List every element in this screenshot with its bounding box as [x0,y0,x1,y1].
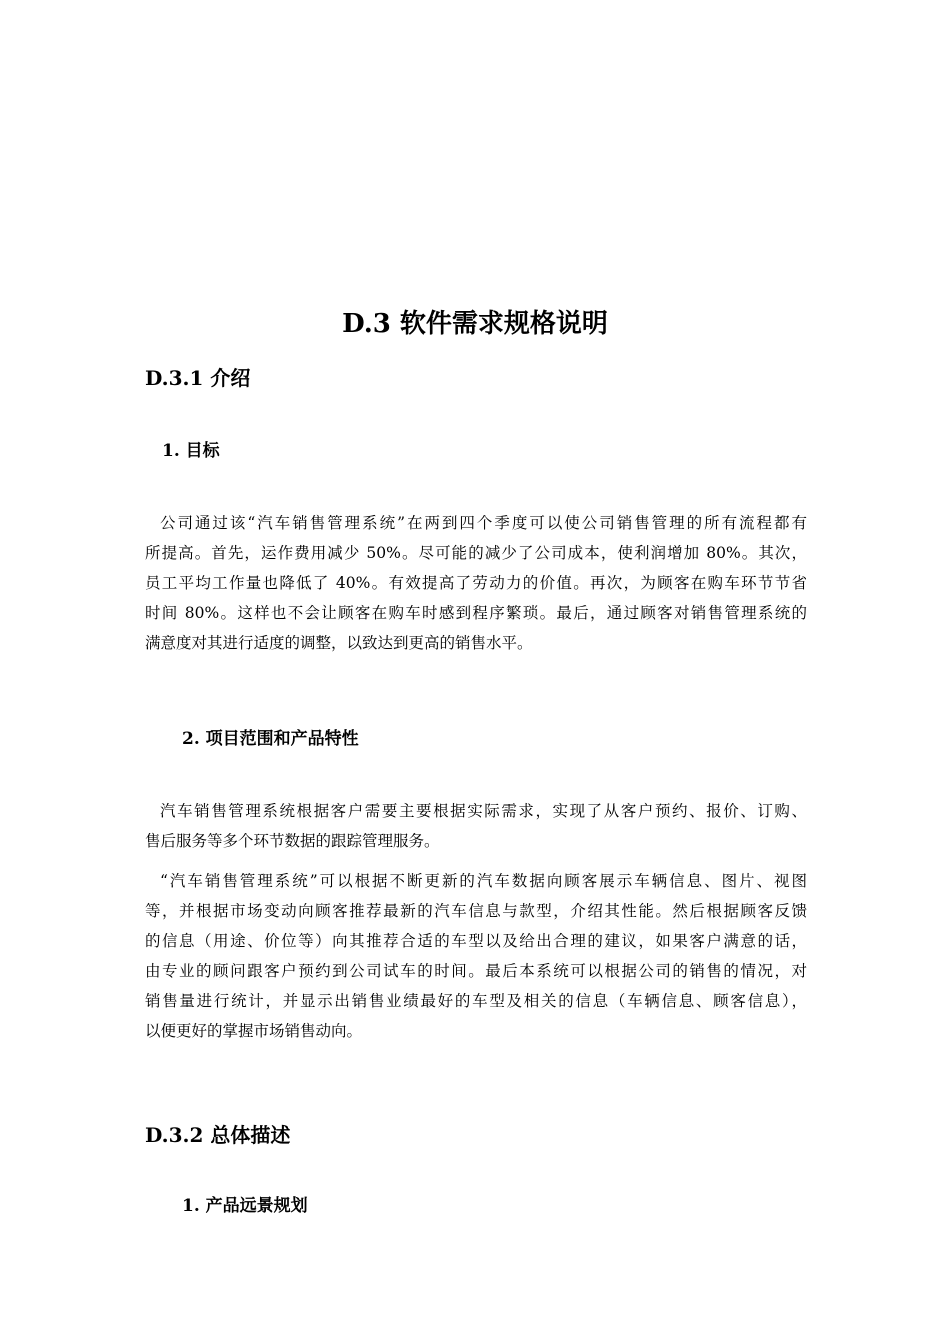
paragraph-line: “汽车销售管理系统”可以根据不断更新的汽车数据向顾客展示车辆信息、图片、视图 [160,872,807,890]
subsection-heading-scope: 2. 项目范围和产品特性 [182,729,359,749]
scope-paragraph-2 [145,866,807,1046]
section-heading-introduction: D.3.1 介绍 [145,366,251,390]
paragraph-line: 时间 80%。这样也不会让顾客在购车时感到程序繁琐。最后，通过顾客对销售管理系统的 [145,604,807,622]
paragraph-line: 等，并根据市场变动向顾客推荐最新的汽车信息与款型，介绍其性能。然后根据顾客反馈 [145,902,807,920]
paragraph-line: 员工平均工作量也降低了 40%。有效提高了劳动力的价值。再次，为顾客在购车环节节省 [145,574,807,592]
scope-paragraph-1 [145,796,807,856]
subsection-heading-product-vision: 1. 产品远景规划 [182,1196,308,1216]
paragraph-line: 公司通过该“汽车销售管理系统”在两到四个季度可以使公司销售管理的所有流程都有 [160,514,807,532]
document-title: D.3 软件需求规格说明 [342,309,608,339]
paragraph-line: 销售量进行统计，并显示出销售业绩最好的车型及相关的信息（车辆信息、顾客信息）， [145,992,807,1010]
paragraph-line: 所提高。首先，运作费用减少 50%。尽可能的减少了公司成本，使利润增加 80%。其次， [145,544,807,562]
paragraph-line: 由专业的顾问跟客户预约到公司试车的时间。最后本系统可以根据公司的销售的情况，对 [145,962,807,980]
paragraph-line: 满意度对其进行适度的调整，以致达到更高的销售水平。 [145,634,533,652]
subsection-heading-goal: 1. 目标 [162,441,220,461]
paragraph-line: 汽车销售管理系统根据客户需要主要根据实际需求，实现了从客户预约、报价、订购、 [160,802,807,820]
paragraph-line: 的信息（用途、价位等）向其推荐合适的车型以及给出合理的建议，如果客户满意的话， [145,932,807,950]
paragraph-line: 售后服务等多个环节数据的跟踪管理服务。 [145,832,440,850]
paragraph-line: 以便更好的掌握市场销售动向。 [145,1022,363,1040]
goal-paragraph [145,508,807,658]
section-heading-overview: D.3.2 总体描述 [145,1123,291,1147]
